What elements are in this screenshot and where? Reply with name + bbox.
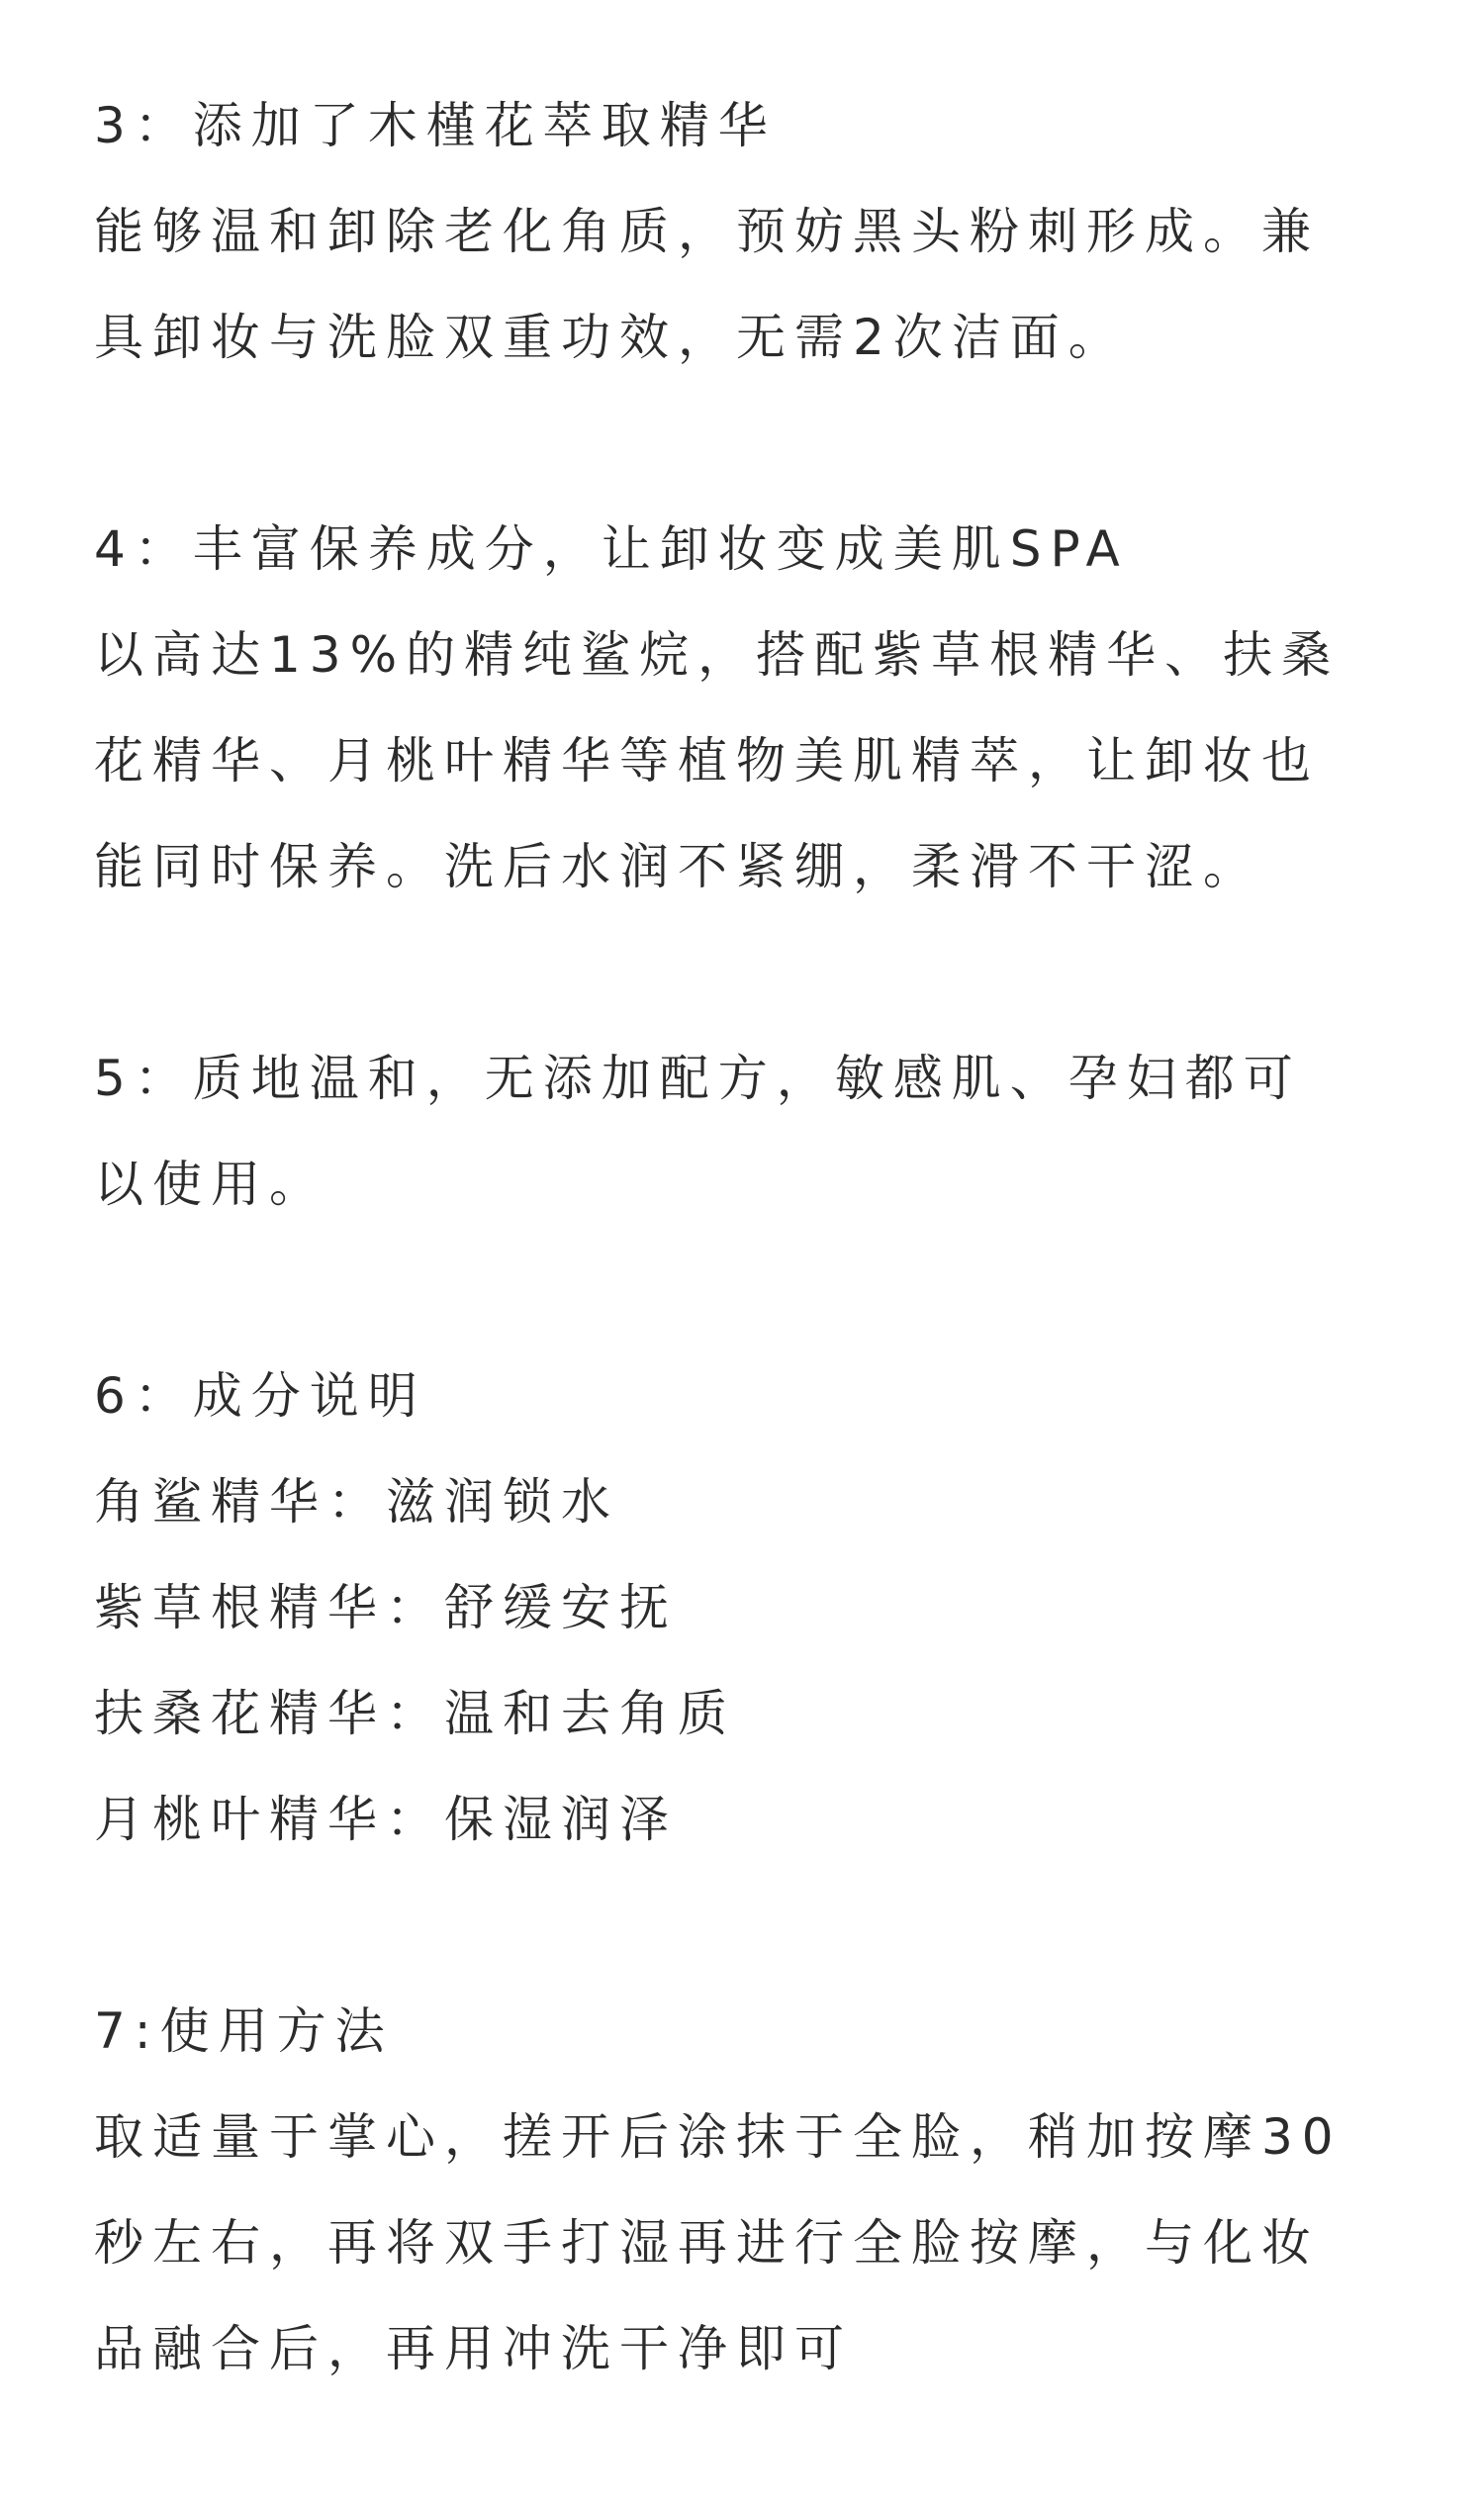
section-7-line-3: 品融合后，再用冲洗干净即可 bbox=[94, 2320, 853, 2377]
section-5-line-1: 以使用。 bbox=[94, 1156, 327, 1213]
section-6-line-1: 角鲨精华：滋润锁水 bbox=[94, 1473, 619, 1531]
section-3-heading: 3：添加了木槿花萃取精华 bbox=[94, 97, 777, 154]
section-3-line-2: 具卸妆与洗脸双重功效，无需2次洁面。 bbox=[94, 309, 1127, 366]
section-6-heading: 6：成分说明 bbox=[94, 1367, 426, 1425]
section-7-line-2: 秒左右，再将双手打湿再进行全脸按摩，与化妆 bbox=[94, 2214, 1320, 2272]
section-4-heading: 4：丰富保养成分，让卸妆变成美肌SPA bbox=[94, 520, 1129, 578]
section-3-line-1: 能够温和卸除老化角质，预妨黑头粉刺形成。兼 bbox=[94, 203, 1320, 260]
section-6-line-3: 扶桑花精华：温和去角质 bbox=[94, 1685, 736, 1742]
section-7-line-1: 取适量于掌心，搓开后涂抹于全脸，稍加按摩30 bbox=[94, 2108, 1343, 2166]
section-4-line-2: 花精华、月桃叶精华等植物美肌精萃，让卸妆也 bbox=[94, 732, 1320, 790]
section-4-line-3: 能同时保养。洗后水润不紧绷，柔滑不干涩。 bbox=[94, 838, 1261, 895]
section-6-line-2: 紫草根精华：舒缓安抚 bbox=[94, 1579, 678, 1636]
section-6-line-4: 月桃叶精华：保湿润泽 bbox=[94, 1791, 678, 1848]
section-5-heading: 5：质地温和，无添加配方，敏感肌、孕妇都可 bbox=[94, 1050, 1302, 1107]
section-7-heading: 7:使用方法 bbox=[94, 2002, 394, 2060]
section-4-line-1: 以高达13%的精纯鲨烷，搭配紫草根精华、扶桑 bbox=[94, 626, 1341, 684]
